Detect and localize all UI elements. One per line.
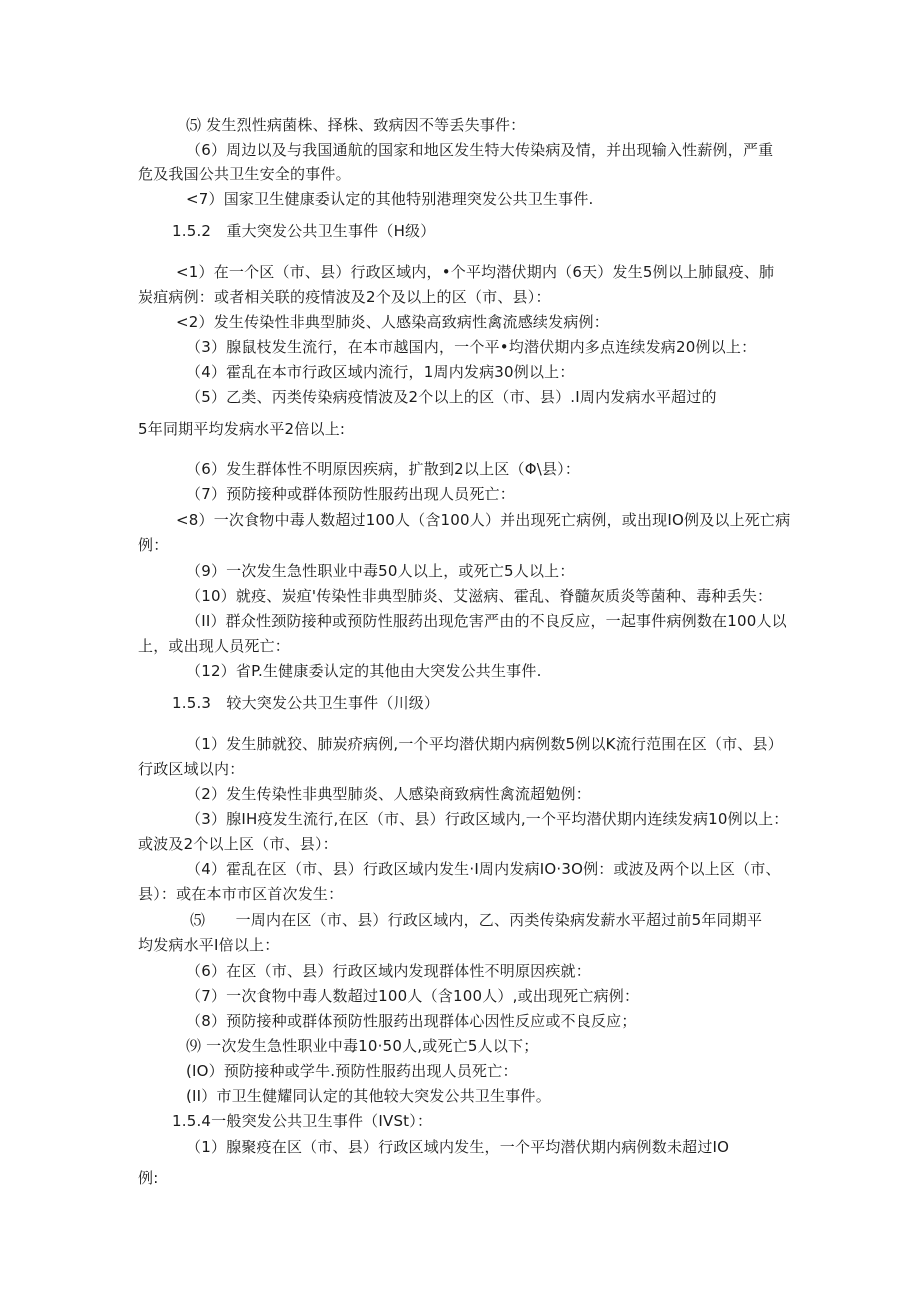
paragraph-line: （II）群众性颈防接种或预防性服药出现危害严由的不良反应，一起事件病例数在100人以 bbox=[186, 612, 787, 630]
section-heading: 1.5.3 较大突发公共卫生事件（川级） bbox=[172, 694, 440, 712]
paragraph-line: （5）乙类、丙类传染病疫情波及2个以上的区（市、县）.I周内发病水平超过的 bbox=[186, 388, 717, 406]
paragraph-line: （12）省P.生健康委认定的其他由大突发公共生事件. bbox=[186, 662, 542, 680]
paragraph-line: <1）在一个区（市、县）行政区域内，•个平均潜伏期内（6天）发生5例以上肺鼠疫、肺 bbox=[176, 263, 775, 281]
paragraph-line: （3）腺鼠枝发生流行，在本市越国内，一个平•均潜伏期内多点连续发病20例以上： bbox=[186, 338, 757, 356]
paragraph-line: （8）预防接种或群体预防性服药出现群体心因性反应或不良反应； bbox=[186, 1012, 637, 1030]
section-heading: 1.5.2 重大突发公共卫生事件（H级） bbox=[172, 222, 436, 240]
paragraph-line: 5年同期平均发病水平2倍以上: bbox=[138, 420, 346, 438]
paragraph-line: （4）霍乱在本市行政区域内流行，1周内发病30例以上： bbox=[186, 363, 575, 381]
paragraph-line: （9）一次发生急性职业中毒50人以上，或死亡5人以上： bbox=[186, 562, 575, 580]
paragraph-line: 例: bbox=[138, 1169, 159, 1187]
paragraph-line: （6）发生群体性不明原因疾病，扩散到2以上区（Φ\县）： bbox=[186, 460, 581, 478]
paragraph-line: （4）霍乱在区（市、县）行政区域内发生·I周内发病IO·3O例：或波及两个以上区（市、 bbox=[186, 860, 781, 878]
paragraph-line: (IO）预防接种或学牛.预防性服药出现人员死亡： bbox=[186, 1062, 518, 1080]
paragraph-line: 例： bbox=[138, 536, 169, 554]
paragraph-line: <2）发生传染性非典型肺炎、人感染高致病性禽流感续发病例： bbox=[176, 313, 609, 331]
paragraph-line: 行政区域以内： bbox=[138, 760, 245, 778]
paragraph-line: 上，或出现人员死亡： bbox=[138, 637, 291, 655]
paragraph-line: 或波及2个以上区（市、县）： bbox=[138, 835, 338, 853]
paragraph-line: 危及我国公共卫生安全的事件。 bbox=[138, 165, 351, 183]
paragraph-line: （7）一次食物中毒人数超过100人（含100人）,或出现死亡病例： bbox=[186, 987, 640, 1005]
paragraph-line: 炭疽病例：或者相关联的疫情波及2个及以上的区（市、县）： bbox=[138, 288, 551, 306]
paragraph-line: （2）发生传染性非典型肺炎、人感染商致病性禽流超勉例： bbox=[186, 785, 591, 803]
paragraph-line: 县）：或在本市市区首次发生： bbox=[138, 885, 344, 903]
paragraph-line: （6）在区（市、县）行政区域内发现群体性不明原因疾就： bbox=[186, 962, 591, 980]
paragraph-line: ⑸ 发生烈性病菌株、择株、致病因不等丢失事件： bbox=[186, 116, 526, 134]
paragraph-line: ⑸ 一周内在区（市、县）行政区域内，乙、丙类传染病发薪水平超过前5年同期平 bbox=[190, 911, 763, 929]
paragraph-line: （3）腺IH疫发生流行,在区（市、县）行政区域内,一个平均潜伏期内连续发病10例以上： bbox=[186, 810, 789, 828]
paragraph-line: （10）就疫、炭疸'传染性非典型肺炎、艾滋病、霍乱、脊髓灰质炎等菌种、毒种丢失： bbox=[186, 587, 773, 605]
paragraph-line: <7）国家卫生健康委认定的其他特别港理突发公共卫生事件. bbox=[186, 190, 594, 208]
paragraph-line: 均发病水平I倍以上： bbox=[138, 936, 280, 954]
section-heading: 1.5.4一般突发公共卫生事件（IVSt）： bbox=[172, 1112, 433, 1130]
paragraph-line: （7）预防接种或群体预防性服药出现人员死亡： bbox=[186, 485, 515, 503]
paragraph-line: ⑼ 一次发生急性职业中毒10·50人,或死亡5人以下； bbox=[186, 1037, 539, 1055]
paragraph-line: <8）一次食物中毒人数超过100人（含100人）并出现死亡病例，或出现IO例及以上死亡病 bbox=[176, 511, 791, 529]
paragraph-line: （1）腺聚疫在区（市、县）行政区域内发生，一个平均潜伏期内病例数未超过IO bbox=[186, 1138, 730, 1156]
paragraph-line: （6）周边以及与我国通航的国家和地区发生特大传染病及情，并出现输入性薪例，严重 bbox=[186, 141, 774, 159]
paragraph-line: （1）发生肺就狡、肺炭疥病例,一个平均潜伏期内病例数5例以K流行范围在区（市、县） bbox=[186, 735, 783, 753]
paragraph-line: (II）市卫生健耀同认定的其他较大突发公共卫生事件。 bbox=[186, 1087, 551, 1105]
